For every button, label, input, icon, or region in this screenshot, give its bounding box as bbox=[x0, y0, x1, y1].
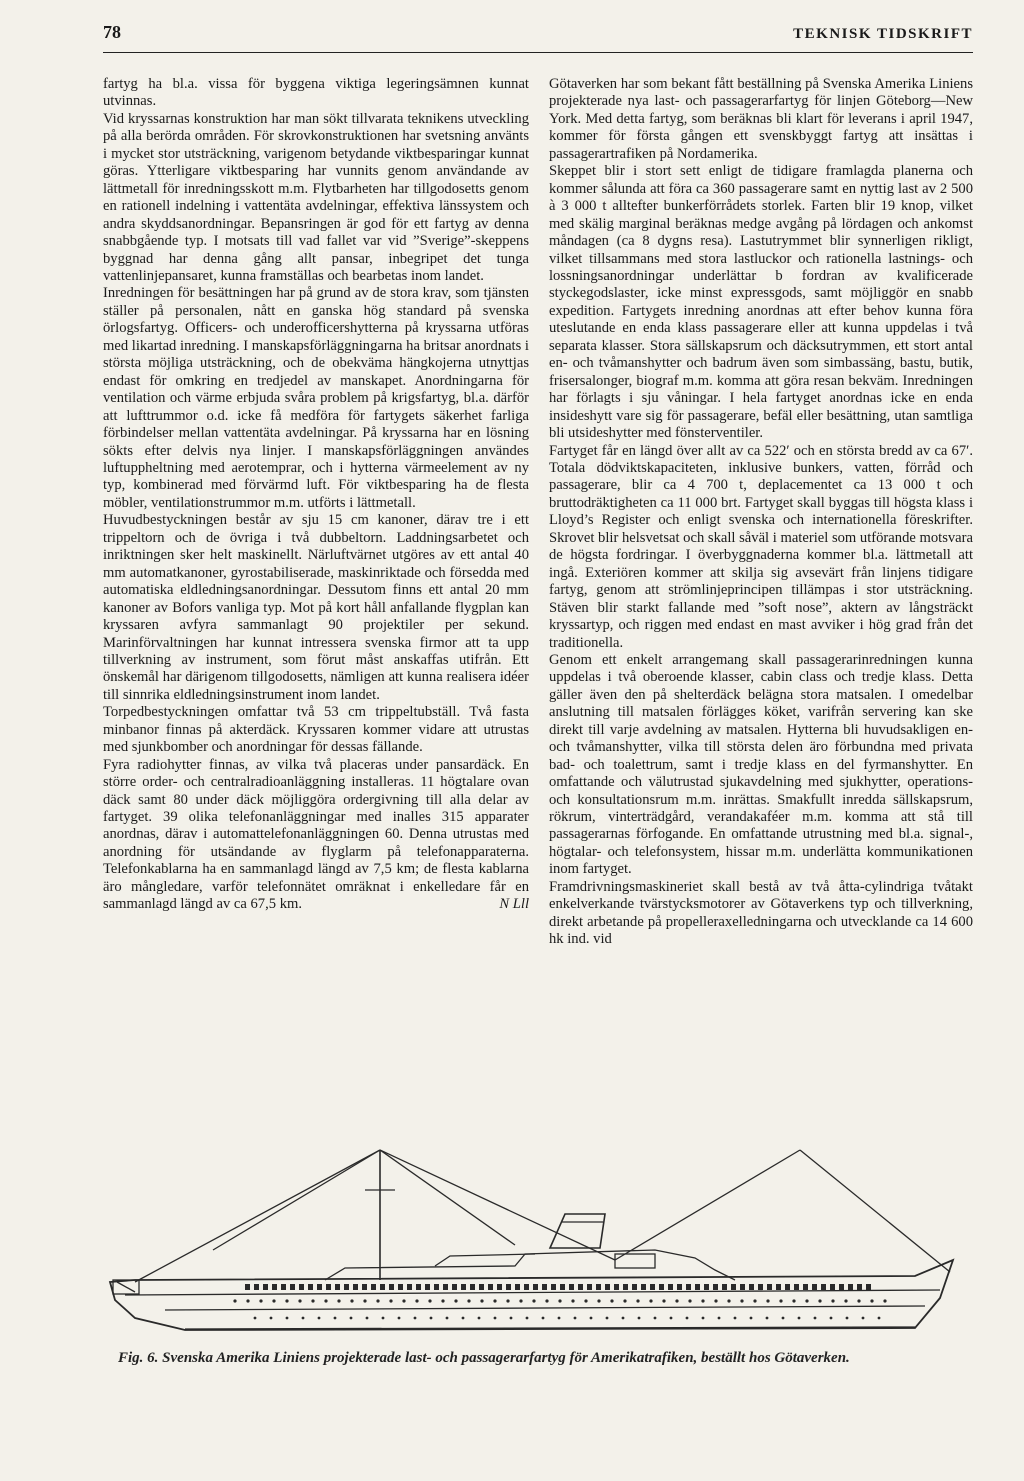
window bbox=[632, 1284, 637, 1290]
window bbox=[722, 1284, 727, 1290]
window bbox=[803, 1284, 808, 1290]
window bbox=[245, 1284, 250, 1290]
paragraph: Fartyget får en längd över allt av ca 522′ och en största bredd av ca 67′. Totala dödviktskapaciteten, inklusive bunkers, vatten, förråd och passagerare, blir ca 4 700 t, deplacementet ca 13 000 t och bruttodräktigheten ca 11 000 brt. Fartyget skall byggas till högsta klass i Lloyd’s Register och enligt svenska och internationella föreskrifter. Skrovet blir helsvetsat och skall såväl i materiel som utförande motsvara de högsta fordringar. I överbyggnaderna kommer bl.a. lättmetall att ingå. Exteriören kommer att skilja sig avsevärt från linjens tidigare fartyg, genom att strömlinjeprincipen tillämpas i stor utsträckning. Stäven blir starkt fallande med ”soft nose”, aktern av långsträckt kryssartyp, och riggen med endast en mast avviker i hög grad från det traditionella. bbox=[549, 442, 973, 651]
porthole bbox=[753, 1299, 756, 1302]
porthole bbox=[454, 1299, 457, 1302]
window bbox=[866, 1284, 871, 1290]
window bbox=[551, 1284, 556, 1290]
porthole bbox=[727, 1299, 730, 1302]
paragraph: Vid kryssarnas konstruktion har man sökt tillvarata teknikens utveckling på alla berörda områden. För skrovkonstruktionen har svetsning använts i mycket stor utsträckning, varigenom betydande viktbesparingar kunnat göras. Ytterligare viktbesparing har vunnits genom användande av lättmetall för inredningsskott m.m. Flytbarheten har tillgodosetts genom en rationell indelning i vattentäta avdelningar, effektiva länssystem och andra skyddsanordningar. Bepansringen är god för ett fartyg av denna snabbgående typ. I motsats till vad fallet var vid ”Sverige”-skeppens byggnad har denna gång allt pansar, inbegripet det tunga vattenlinjepansaret, kunna framställas och bearbetas inom landet. bbox=[103, 110, 529, 284]
porthole bbox=[542, 1317, 545, 1320]
paragraph: fartyg ha bl.a. vissa för byggena viktiga legeringsämnen kunnat utvinnas. bbox=[103, 76, 529, 110]
window bbox=[470, 1284, 475, 1290]
window bbox=[578, 1284, 583, 1290]
porthole bbox=[558, 1299, 561, 1302]
porthole bbox=[766, 1299, 769, 1302]
paragraph: Inredningen för besättningen har på grund av de stora krav, som tjänsten ställer på personalen, nått en ganska hög standard på svenska örlogsfartyg. Officers- och underofficershytterna på kryssarna utföras med likartad inredning. I manskapsförläggningarna ha britsar anordnats i största möjliga utsträckning, och de obekväma hängkojerna utnyttjas endast för omkring en tredjedel av manskapet. Anordningarna för ventilation och värme erbjuda svåra problem på krigsfartyg, bl.a. därför att lufttrummor o.d. icke få medföra för fartygets säkerhet farliga förbindelser mellan vattentäta avdelningar. På kryssarna har en lösning sökts efter delvis nya linjer. I manskapsförläggningen användes luftuppheltning med aerotemprar, och i hytterna värmeelement av ny typ, kombinerad med förvärmd luft. För viktbesparing ha de flesta möbler, ventilationstrummor m.m. utförts i lättmetall. bbox=[103, 285, 529, 511]
portholes bbox=[233, 1284, 886, 1319]
porthole bbox=[670, 1317, 673, 1320]
porthole bbox=[506, 1299, 509, 1302]
window bbox=[524, 1284, 529, 1290]
porthole bbox=[766, 1317, 769, 1320]
rigging-line bbox=[800, 1150, 950, 1272]
porthole bbox=[814, 1317, 817, 1320]
porthole bbox=[654, 1317, 657, 1320]
rigging-line bbox=[380, 1150, 615, 1260]
window bbox=[776, 1284, 781, 1290]
porthole bbox=[574, 1317, 577, 1320]
porthole bbox=[519, 1299, 522, 1302]
ship-drawing bbox=[95, 1130, 975, 1345]
porthole bbox=[686, 1317, 689, 1320]
page-header bbox=[103, 22, 973, 53]
porthole bbox=[883, 1299, 886, 1302]
rigging-line bbox=[380, 1150, 515, 1245]
window bbox=[542, 1284, 547, 1290]
window bbox=[281, 1284, 286, 1290]
window bbox=[272, 1284, 277, 1290]
paragraph: Huvudbestyckningen består av sju 15 cm kanoner, därav tre i ett trippeltorn och de övriga i två dubbeltorn. Laddningsarbetet och inriktningen sker helt maskinellt. Närluftvärnet utgöres av ett antal 40 mm automatkanoner, gyrostabiliserade, maskinriktade och försedda med automatiska eldledningsanordningar. Dessutom finns ett antal 20 mm kanoner av Bofors vanliga typ. Mot på kort håll anfallande flygplan kan kryssaren avfyra sammanlagt 90 projektiler per sekund. Marinförvaltningen har kunnat intressera svenska firmor att ta upp tillverkning av instrument, som förut måst anskaffas utifrån. Ett önskemål har därigenom tillgodosetts, nämligen att kunna realisera idéer till sinnrika eldledningsinstrument inom landet. bbox=[103, 512, 529, 703]
paragraph: Götaverken har som bekant fått beställning på Svenska Amerika Liniens projekterade nya last- och passagerarfartyg för linjen Göteborg—New York. Med detta fartyg, som beräknas bli klart för leverans i april 1947, kommer för första gången ett svenskbyggt fartyg att insättas i passagerartrafiken på Nordamerika. bbox=[549, 76, 973, 162]
window bbox=[290, 1284, 295, 1290]
window bbox=[533, 1284, 538, 1290]
author-signature: N Lll bbox=[499, 896, 529, 913]
stern-rail bbox=[117, 1282, 135, 1292]
porthole bbox=[636, 1299, 639, 1302]
window bbox=[452, 1284, 457, 1290]
porthole bbox=[350, 1299, 353, 1302]
window bbox=[830, 1284, 835, 1290]
porthole bbox=[862, 1317, 865, 1320]
porthole bbox=[638, 1317, 641, 1320]
rigging-line bbox=[135, 1150, 380, 1282]
porthole bbox=[688, 1299, 691, 1302]
window bbox=[362, 1284, 367, 1290]
porthole bbox=[233, 1299, 236, 1302]
porthole bbox=[714, 1299, 717, 1302]
porthole bbox=[558, 1317, 561, 1320]
deck-line bbox=[125, 1290, 940, 1295]
porthole bbox=[428, 1299, 431, 1302]
window bbox=[614, 1284, 619, 1290]
porthole bbox=[718, 1317, 721, 1320]
window bbox=[560, 1284, 565, 1290]
window bbox=[758, 1284, 763, 1290]
porthole bbox=[782, 1317, 785, 1320]
porthole bbox=[302, 1317, 305, 1320]
right-column bbox=[549, 76, 973, 949]
porthole bbox=[584, 1299, 587, 1302]
window bbox=[380, 1284, 385, 1290]
window bbox=[848, 1284, 853, 1290]
porthole bbox=[571, 1299, 574, 1302]
window bbox=[254, 1284, 259, 1290]
porthole bbox=[318, 1317, 321, 1320]
porthole bbox=[779, 1299, 782, 1302]
porthole bbox=[363, 1299, 366, 1302]
porthole bbox=[662, 1299, 665, 1302]
porthole bbox=[259, 1299, 262, 1302]
window bbox=[812, 1284, 817, 1290]
window bbox=[767, 1284, 772, 1290]
window bbox=[839, 1284, 844, 1290]
paragraph: Genom ett enkelt arrangemang skall passagerarinredningen kunna uppdelas i två oberoende klasser, cabin class och tredje klass. Detta gäller även den på shelterdäck belägna stora matsalen. I omedelbar anslutning till matsalen förlägges köket, varifrån servering kan ske direkt till varje avdelning av matsalen. Hytterna bli huvudsakligen en- och tvåmanshytter, vilka till största delen äro förbundna med privata bad- och toalettrum, samt i tredje klass en del fyrmanshytter. En omfattande och välutrustad sjukavdelning med sjukhytter, operations- och konsultationsrum m.m. inrättas. Smakfullt inredda sällskapsrum, rökrum, vinterträdgård, verandakaféer m.m. komma att stå till passagerarnas förfogande. En omfattande utrustning med bl.a. signal-, högtalar- och telefonsystem, hissar m.m. underlätta kommunikationen inom fartyget. bbox=[549, 651, 973, 878]
window bbox=[335, 1284, 340, 1290]
deck-line bbox=[165, 1306, 925, 1310]
window bbox=[605, 1284, 610, 1290]
porthole bbox=[270, 1317, 273, 1320]
porthole bbox=[382, 1317, 385, 1320]
window bbox=[407, 1284, 412, 1290]
window bbox=[821, 1284, 826, 1290]
porthole bbox=[272, 1299, 275, 1302]
window bbox=[749, 1284, 754, 1290]
porthole bbox=[478, 1317, 481, 1320]
porthole bbox=[334, 1317, 337, 1320]
window bbox=[740, 1284, 745, 1290]
paragraph-text: Fyra radiohytter finnas, av vilka två placeras under pansardäck. En större order- och centralradioanläggning installeras. 11 högtalare ovan däck samt 80 under däck möjliggöra ordergivning till alla delar av fartyget. 39 olika telefonanläggningar med inalles 315 apparater anordnas, därav i automattelefonanläggningen 60. Denna utrustas med anordning för utsändande av flyglarm på telefonapparaterna. Telefonkablarna ha en sammanlagd längd av 7,5 km; de flesta kablarna äro mångledare, varför telefonnätet omräknat i enkelledare får en sammanlagd längd av ca 67,5 km. bbox=[103, 756, 529, 913]
window bbox=[785, 1284, 790, 1290]
window bbox=[398, 1284, 403, 1290]
porthole bbox=[414, 1317, 417, 1320]
window bbox=[623, 1284, 628, 1290]
window bbox=[857, 1284, 862, 1290]
window bbox=[416, 1284, 421, 1290]
window bbox=[434, 1284, 439, 1290]
window bbox=[425, 1284, 430, 1290]
window bbox=[479, 1284, 484, 1290]
window bbox=[497, 1284, 502, 1290]
porthole bbox=[750, 1317, 753, 1320]
window bbox=[515, 1284, 520, 1290]
porthole bbox=[702, 1317, 705, 1320]
porthole bbox=[402, 1299, 405, 1302]
window bbox=[650, 1284, 655, 1290]
window bbox=[353, 1284, 358, 1290]
porthole bbox=[622, 1317, 625, 1320]
window bbox=[506, 1284, 511, 1290]
porthole bbox=[701, 1299, 704, 1302]
porthole bbox=[376, 1299, 379, 1302]
porthole bbox=[846, 1317, 849, 1320]
porthole bbox=[870, 1299, 873, 1302]
porthole bbox=[526, 1317, 529, 1320]
porthole bbox=[324, 1299, 327, 1302]
window bbox=[794, 1284, 799, 1290]
paragraph: Skeppet blir i stort sett enligt de tidigare framlagda planerna och kommer sålunda att föra ca 360 passagerare samt en nyttig last av 2 500 à 3 000 t alltefter bunkerförrådets storlek. Farten blir 19 knop, vilket med skälig marginal beräknas medge avgång på lördagen och ankomst måndagen (ca 8 dygns resa). Lastutrymmet blir synnerligen rikligt, vilket tillsammans med stora lastluckor och rationella lastnings- och lossningsanordningar underlättar b fordran av kvalificerade styckegodslaster, icke minst expressgods, samt möjliggör en snabb expedition. Fartygets inredning anordnas att efter behov kunna föra uteslutande en enda klass passagerare eller att kunna uppdelas i två separata klasser. Stora sällskapsrum och däcksutrymmen, ett stort antal en- och tvåmanshytter och badrum även som simbassäng, bastu, butik, frisersalonger, biograf m.m. komma att göra resan bekväm. Inredningen har förlagts i sju våningar. I hela fartyget anordnas icke en enda insideshytt vare sig för passagerare, befäl eller besättning, utan samtliga bli utsideshytter med fönsterventiler. bbox=[549, 163, 973, 442]
window bbox=[317, 1284, 322, 1290]
figure-caption: Fig. 6. Svenska Amerika Liniens projekterade last- och passagerarfartyg för Amerikatrafiken, beställt hos Götaverken. bbox=[118, 1350, 850, 1366]
window bbox=[461, 1284, 466, 1290]
porthole bbox=[857, 1299, 860, 1302]
porthole bbox=[805, 1299, 808, 1302]
porthole bbox=[337, 1299, 340, 1302]
porthole bbox=[818, 1299, 821, 1302]
window bbox=[677, 1284, 682, 1290]
porthole bbox=[798, 1317, 801, 1320]
porthole bbox=[366, 1317, 369, 1320]
window bbox=[299, 1284, 304, 1290]
porthole bbox=[246, 1299, 249, 1302]
porthole bbox=[878, 1317, 881, 1320]
window bbox=[569, 1284, 574, 1290]
porthole bbox=[831, 1299, 834, 1302]
porthole bbox=[545, 1299, 548, 1302]
left-column bbox=[103, 76, 529, 914]
porthole-row-upper bbox=[233, 1284, 886, 1319]
porthole bbox=[398, 1317, 401, 1320]
paragraph: Framdrivningsmaskineriet skall bestå av två åtta-cylindriga tvåtakt enkelverkande tvärstycksmotorer av Götaverkens typ och tillverkning, direkt arbetande på propelleraxelledningarna och utvecklande ca 14 600 hk ind. vid bbox=[549, 878, 973, 948]
window bbox=[308, 1284, 313, 1290]
window bbox=[443, 1284, 448, 1290]
porthole bbox=[254, 1317, 257, 1320]
porthole bbox=[430, 1317, 433, 1320]
porthole bbox=[467, 1299, 470, 1302]
porthole bbox=[532, 1299, 535, 1302]
paragraph bbox=[103, 757, 529, 914]
porthole bbox=[350, 1317, 353, 1320]
porthole bbox=[494, 1317, 497, 1320]
porthole bbox=[286, 1317, 289, 1320]
window bbox=[695, 1284, 700, 1290]
porthole bbox=[597, 1299, 600, 1302]
window bbox=[344, 1284, 349, 1290]
porthole bbox=[441, 1299, 444, 1302]
porthole bbox=[830, 1317, 833, 1320]
window bbox=[263, 1284, 268, 1290]
window bbox=[731, 1284, 736, 1290]
porthole bbox=[311, 1299, 314, 1302]
rigging-line bbox=[213, 1150, 380, 1250]
window bbox=[389, 1284, 394, 1290]
porthole bbox=[298, 1299, 301, 1302]
porthole bbox=[623, 1299, 626, 1302]
window bbox=[704, 1284, 709, 1290]
window bbox=[713, 1284, 718, 1290]
porthole bbox=[734, 1317, 737, 1320]
porthole bbox=[649, 1299, 652, 1302]
window bbox=[326, 1284, 331, 1290]
window bbox=[488, 1284, 493, 1290]
porthole bbox=[740, 1299, 743, 1302]
page-number: 78 bbox=[103, 22, 121, 42]
window bbox=[686, 1284, 691, 1290]
porthole bbox=[389, 1299, 392, 1302]
paragraph: Torpedbestyckningen omfattar två 53 cm trippeltubställ. Två fasta minbanor finnas på akterdäck. Kryssaren kommer vidare att utrustas med sjunkbomber och anordningar för dessas fällande. bbox=[103, 704, 529, 756]
porthole bbox=[493, 1299, 496, 1302]
porthole bbox=[844, 1299, 847, 1302]
porthole bbox=[675, 1299, 678, 1302]
porthole bbox=[610, 1299, 613, 1302]
journal-title: TEKNISK TIDSKRIFT bbox=[793, 26, 973, 42]
porthole bbox=[590, 1317, 593, 1320]
porthole bbox=[462, 1317, 465, 1320]
porthole bbox=[792, 1299, 795, 1302]
porthole bbox=[285, 1299, 288, 1302]
window bbox=[371, 1284, 376, 1290]
window bbox=[668, 1284, 673, 1290]
window bbox=[659, 1284, 664, 1290]
porthole bbox=[480, 1299, 483, 1302]
rigging-line bbox=[615, 1150, 800, 1260]
window bbox=[596, 1284, 601, 1290]
window bbox=[587, 1284, 592, 1290]
hull bbox=[110, 1260, 953, 1330]
porthole bbox=[415, 1299, 418, 1302]
porthole bbox=[606, 1317, 609, 1320]
porthole bbox=[510, 1317, 513, 1320]
window bbox=[641, 1284, 646, 1290]
porthole bbox=[446, 1317, 449, 1320]
